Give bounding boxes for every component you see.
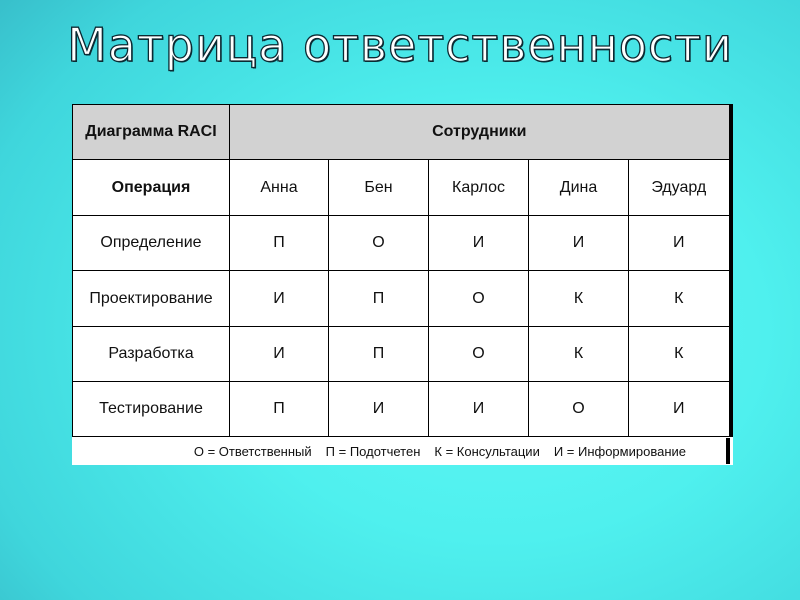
role-cell: О (429, 326, 529, 381)
employee-name: Анна (230, 160, 329, 216)
operation-header: Операция (73, 160, 230, 216)
raci-panel (72, 104, 733, 465)
role-cell: И (329, 381, 429, 436)
legend-item: К = Консультации (434, 443, 540, 459)
role-cell: П (329, 271, 429, 326)
legend-item: О = Ответственный (193, 443, 312, 459)
raci-legend (72, 438, 730, 464)
employee-name: Дина (529, 160, 629, 216)
employees-header: Сотрудники (230, 105, 731, 160)
table-row (73, 216, 731, 271)
operation-label: Определение (73, 216, 230, 271)
role-cell: И (429, 216, 529, 271)
table-row (73, 381, 731, 436)
role-cell: К (529, 271, 629, 326)
role-cell: О (329, 216, 429, 271)
role-cell: К (529, 326, 629, 381)
employee-name: Карлос (429, 160, 529, 216)
table-row (73, 271, 731, 326)
role-cell: И (629, 381, 731, 436)
role-cell: И (230, 326, 329, 381)
role-cell: И (429, 381, 529, 436)
raci-corner-label: Диаграмма RACI (73, 105, 230, 160)
role-cell: И (529, 216, 629, 271)
employee-name: Эдуард (629, 160, 731, 216)
slide-title: Матрица ответственности (67, 18, 733, 72)
operation-label: Тестирование (73, 381, 230, 436)
role-cell: И (629, 216, 731, 271)
operation-label: Разработка (73, 326, 230, 381)
raci-subheader-row (73, 160, 731, 216)
role-cell: П (230, 216, 329, 271)
legend-item: И = Информирование (553, 443, 686, 459)
role-cell: К (629, 271, 731, 326)
role-cell: П (230, 381, 329, 436)
role-cell: К (629, 326, 731, 381)
role-cell: И (230, 271, 329, 326)
operation-label: Проектирование (73, 271, 230, 326)
employee-name: Бен (329, 160, 429, 216)
legend-item: П = Подотчетен (325, 443, 421, 459)
table-row (73, 326, 731, 381)
raci-table (72, 104, 733, 437)
role-cell: О (529, 381, 629, 436)
raci-header-row (73, 105, 731, 160)
role-cell: П (329, 326, 429, 381)
role-cell: О (429, 271, 529, 326)
